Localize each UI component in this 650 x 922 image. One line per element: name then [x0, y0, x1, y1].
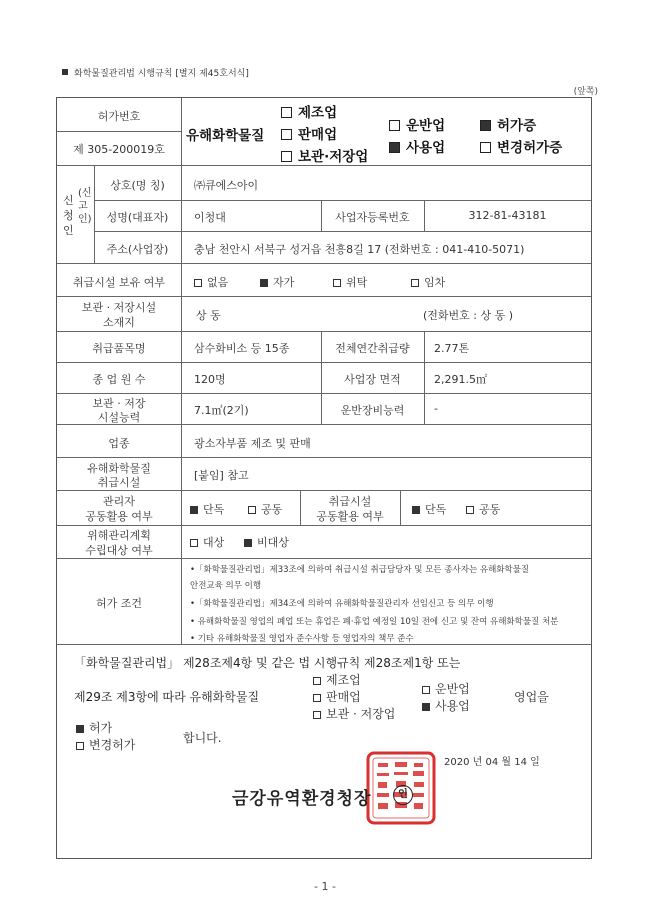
statement-line-2: 제29조 제3항에 따라 유해화학물질 [74, 690, 260, 704]
page-number: - 1 - [314, 880, 336, 893]
owner-consign: 위탁 [333, 274, 367, 290]
type-storage: 보관·저장업 [281, 145, 368, 165]
stmt-use: 사용업 [422, 697, 470, 714]
stmt-manufacture: 제조업 [313, 671, 361, 688]
capacity-label-1: 보관 · 저장 [92, 397, 146, 410]
storage-location: 상 동 [196, 309, 221, 322]
owner-none: 없음 [194, 274, 228, 290]
condition-line: •「화학물질관리법」제33조에 의하여 취급시설 취급담당자 및 모든 종사자는 유해화학물질 [190, 565, 530, 575]
handling-value: [붙임] 참고 [194, 469, 249, 482]
manager-sole: 단독 [190, 501, 224, 517]
stmt-biz-suffix: 영업을 [514, 690, 549, 704]
doc-header: 화학물질관리법 시행규칙 [별지 제45호서식] [62, 66, 249, 79]
annual-label: 전체연간취급량 [335, 342, 410, 355]
owner-self: 자가 [260, 274, 294, 290]
manager-joint: 공동 [248, 501, 282, 517]
manager-label-2: 공동활용 여부 [85, 510, 153, 523]
condition-line: •「화학물질관리법」제34조에 의하여 유해화학물질관리자 선임신고 등 의무 이행 [190, 599, 494, 609]
doc-permit: 허가증 [480, 114, 536, 134]
representative-label: 성명(대표자) [106, 211, 169, 224]
representative-value: 이청대 [194, 211, 226, 224]
permit-category-label: 유해화학물질 [186, 128, 265, 144]
stmt-transport: 운반업 [422, 680, 470, 697]
business-value: 광소자부품 제조 및 판매 [194, 437, 311, 450]
company-value: ㈜큐에스아이 [194, 179, 259, 192]
owner-lease: 임차 [411, 274, 445, 290]
conditions-label: 허가 조건 [95, 597, 142, 610]
employees-label: 종 업 원 수 [92, 373, 146, 386]
facility-sole: 단독 [412, 501, 446, 517]
facility-joint: 공동 [466, 501, 500, 517]
issue-date: 2020 년 04 월 14 일 [444, 757, 540, 768]
storage-label-2: 소재지 [103, 316, 135, 329]
stmt-storage: 보관 · 저장업 [313, 705, 395, 722]
business-label: 업종 [108, 437, 130, 450]
annual-value: 2.77톤 [434, 342, 470, 355]
transport-value: - [434, 402, 438, 415]
condition-line: 안전교육 의무 이행 [190, 581, 262, 591]
bizno-label: 사업자등록번호 [335, 211, 410, 224]
area-value: 2,291.5㎡ [434, 373, 487, 386]
applicant-side-label: 신청인 [63, 194, 74, 237]
facility-share-label-2: 공동활용 여부 [316, 510, 384, 523]
facility-owner-label: 취급시설 보유 여부 [72, 276, 165, 289]
type-transport: 운반업 [389, 114, 445, 134]
storage-phone: (전화번호 : 상 동 ) [423, 309, 514, 322]
bizno-value: 312-81-43181 [468, 209, 547, 222]
front-label: (앞쪽) [573, 87, 598, 97]
seal-mark: 인 [393, 785, 413, 805]
permit-no-label: 허가번호 [97, 110, 141, 123]
risk-non-target: 비대상 [244, 534, 289, 550]
condition-line: • 유해화학물질 영업의 폐업 또는 휴업은 폐·휴업 예정일 10일 전에 신고 및 잔여 유해화학물질 처분 [190, 617, 559, 627]
type-sales: 판매업 [281, 123, 337, 143]
area-label: 사업장 면적 [344, 373, 401, 386]
reporter-side-label: (신고인) [78, 188, 92, 225]
capacity-value: 7.1㎥(2기) [194, 404, 249, 417]
type-use: 사용업 [389, 136, 445, 156]
handling-label-1: 유해화학물질 [87, 462, 151, 475]
company-label: 상호(명 칭) [110, 179, 165, 192]
permit-no-value: 제 305-200019호 [73, 143, 165, 156]
risk-target: 대상 [190, 534, 224, 550]
statement-line-1: 「화학물질관리법」 제28조제4항 및 같은 법 시행규칙 제28조제1항 또는 [74, 656, 461, 670]
items-label: 취급품목명 [92, 342, 146, 355]
risk-label-1: 위해관리계획 [87, 529, 151, 542]
transport-label: 운반장비능력 [340, 404, 405, 417]
storage-label-1: 보관 · 저장시설 [81, 301, 157, 314]
employees-value: 120명 [194, 373, 226, 386]
statement-end: 합니다. [183, 731, 222, 745]
type-manufacture: 제조업 [281, 101, 337, 121]
grant-permit: 허가 [76, 719, 112, 736]
condition-line: • 기타 유해화학물질 영업자 준수사항 등 영업자의 책무 준수 [190, 634, 414, 644]
grant-change: 변경허가 [76, 736, 135, 753]
doc-change-permit: 변경허가증 [480, 136, 562, 156]
address-label: 주소(사업장) [106, 243, 169, 256]
capacity-label-2: 시설능력 [97, 411, 141, 424]
risk-label-2: 수립대상 여부 [85, 544, 153, 557]
facility-share-label-1: 취급시설 [328, 495, 372, 508]
handling-label-2: 취급시설 [97, 476, 141, 489]
issuer-name: 금강유역환경청장 [232, 789, 372, 809]
stmt-sales: 판매업 [313, 688, 361, 705]
manager-label-1: 관리자 [103, 495, 135, 508]
address-value: 충남 천안시 서북구 성거읍 천흥8길 17 (전화번호 : 041-410-5071) [194, 243, 525, 256]
items-value: 삼수화비소 등 15종 [194, 342, 290, 355]
